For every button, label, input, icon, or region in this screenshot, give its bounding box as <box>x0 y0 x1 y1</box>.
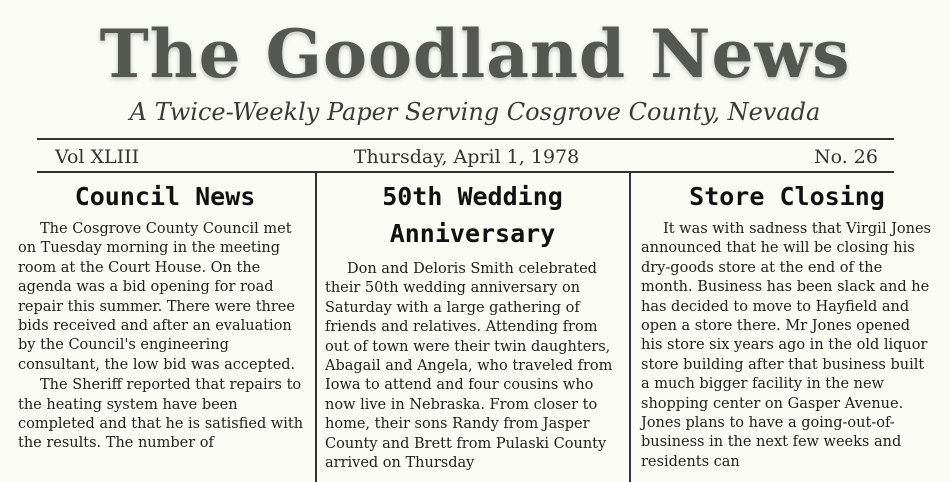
article-paragraph: It was with sadness that Virgil Jones announced that he will be closing his dry-goods store at the end of the month. Business has been slack and he has decided to move to Hayfield and open a store there. Mr Jones opened his store six years ago in the old liquor store building after that business built a much bigger facility in the new shopping center on Gasper Avenue. Jones plans to have a going-out-of-business in the next few weeks and residents can <box>641 221 931 470</box>
article-paragraph: The Sheriff reported that repairs to the heating system have been completed and that he is satisfied with the results. The number of <box>18 377 304 452</box>
newspaper-title: The Goodland News <box>99 15 851 93</box>
column-divider <box>629 172 631 482</box>
volume-number: Vol XLIII <box>55 146 140 168</box>
issue-number: No. 26 <box>814 146 878 168</box>
article-title: Council News <box>74 182 256 211</box>
article-body <box>325 260 620 473</box>
article-council-news <box>18 178 312 455</box>
article-wedding-anniversary <box>325 178 620 474</box>
article-store-closing <box>641 178 933 473</box>
article-body <box>641 220 933 472</box>
newspaper-tagline: A Twice-Weekly Paper Serving Cosgrove County, Nevada <box>129 98 821 126</box>
column-divider <box>315 172 317 482</box>
dateline-top-rule <box>37 138 894 140</box>
dateline <box>55 143 878 171</box>
article-paragraph: The Cosgrove County Council met on Tuesday morning in the meeting room at the Court House. On the agenda was a bid opening for road repair this summer. There were three bids received and after an evaluation by the Council's engineering consultant, the low bid was accepted. <box>18 221 296 373</box>
dateline-bottom-rule <box>37 171 894 173</box>
article-title: 50th Wedding Anniversary <box>382 182 563 248</box>
issue-date: Thursday, April 1, 1978 <box>353 146 580 168</box>
article-paragraph: Don and Deloris Smith celebrated their 50th wedding anniversary on Saturday with a large gathering of friends and relatives. Attending from out of town were their twin daughters, Abagail and Angela, who traveled from Iowa to attend and four cousins who now live in Nebraska. From closer to home, their sons Randy from Jasper County and Brett from Pulaski County arrived on Thursday <box>325 261 613 472</box>
article-body <box>18 220 312 454</box>
article-title: Store Closing <box>689 182 885 211</box>
